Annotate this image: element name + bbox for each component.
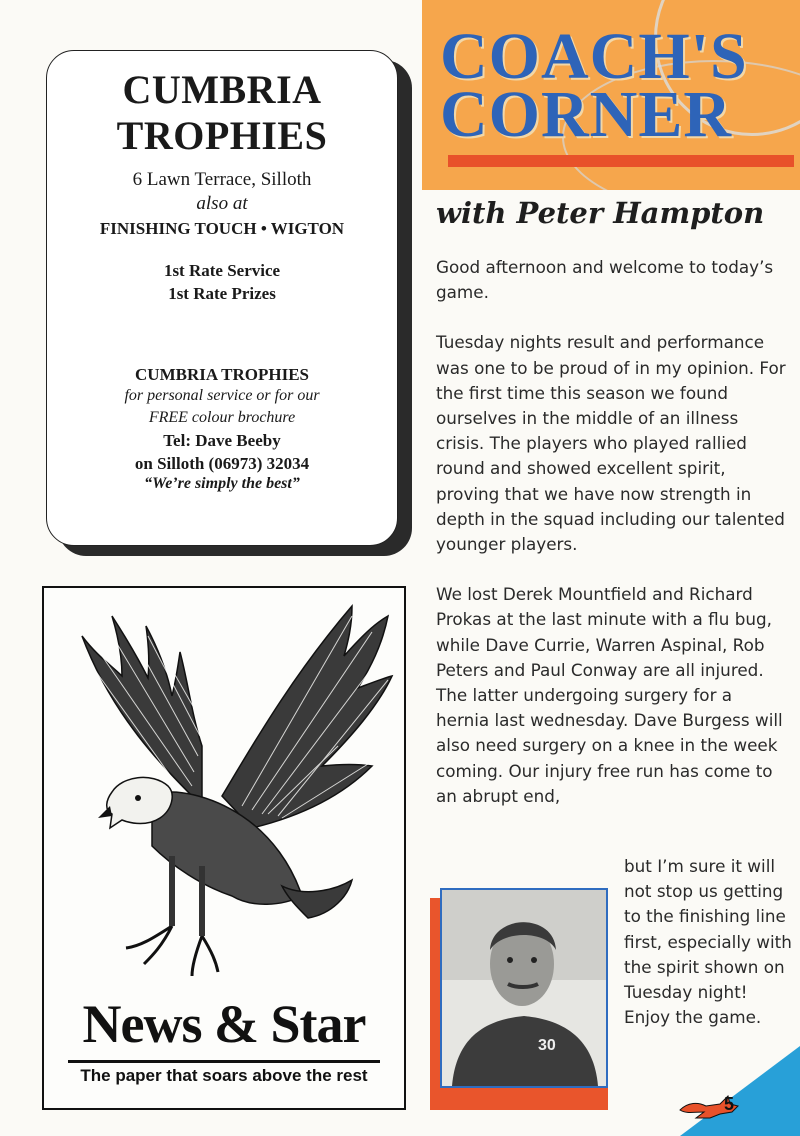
coach-portrait — [442, 890, 606, 1086]
trophies-title-line1: CUMBRIA — [122, 67, 322, 112]
article-body — [436, 255, 786, 809]
header-title-line1: COACH'S — [440, 20, 748, 93]
article-paragraph-2: Tuesday nights result and performance was one to be proud of in my opinion. For the first time this season we found ourselves in the middle of an illness crisis. The players who played rallied round and showed excellent spirit, proving that we have now strength in depth in the squad including our talented younger players. — [436, 332, 786, 555]
service-line2: 1st Rate Prizes — [168, 284, 276, 303]
news-star-ad — [42, 586, 406, 1110]
service-line1: 1st Rate Service — [163, 261, 281, 280]
tel-line: Tel: Dave Beeby — [163, 431, 281, 450]
trophies-also-at: also at — [196, 193, 248, 214]
trophies-ad — [46, 50, 398, 546]
article-paragraph-3: We lost Derek Mountfield and Richard Prokas at the last minute with a flu bug, while Dave Currie, Warren Aspinal, Rob Peters and Paul Conway are all injured. The latter undergoing surgery for a hernia last wednesday. Dave Burgess will also need surgery on a knee in the week coming. Our injury free run has come to an abrupt end, — [436, 584, 783, 806]
byline: with Peter Hampton — [436, 196, 765, 230]
trophies-slogan: “We’re simply the best” — [144, 475, 300, 492]
eagle-illustration — [52, 596, 396, 996]
news-star-rule — [68, 1060, 380, 1063]
page-number: 5 — [724, 1094, 735, 1114]
trophies-contact-heading: CUMBRIA TROPHIES — [135, 365, 309, 384]
coaches-corner-header — [422, 0, 800, 190]
coach-photo — [440, 888, 608, 1088]
trophies-other-shop: FINISHING TOUCH • WIGTON — [99, 219, 345, 238]
article-paragraph-1: Good afternoon and welcome to today’s game. — [436, 257, 774, 303]
contact-line2: FREE colour brochure — [148, 409, 296, 426]
news-star-title: News & Star — [82, 994, 366, 1054]
trophies-title-line2: TROPHIES — [116, 113, 328, 158]
header-title — [440, 20, 748, 151]
header-accent-bar — [448, 155, 794, 167]
article-paragraph-3-continued: but I’m sure it will not stop us getting to the finishing line first, especially with the spirit shown on Tuesday night! Enjoy the game. — [624, 856, 792, 1028]
phone-line: on Silloth (06973) 32034 — [134, 454, 310, 473]
shirt-number: 30 — [538, 1037, 556, 1054]
header-title-line2: CORNER — [440, 78, 733, 151]
news-star-tagline: The paper that soars above the rest — [80, 1066, 368, 1085]
trophies-title — [47, 67, 397, 159]
trophies-service — [47, 259, 397, 305]
fox-icon — [676, 1088, 746, 1124]
contact-line1: for personal service or for our — [124, 387, 320, 404]
trophies-address: 6 Lawn Terrace, Silloth — [132, 169, 312, 190]
